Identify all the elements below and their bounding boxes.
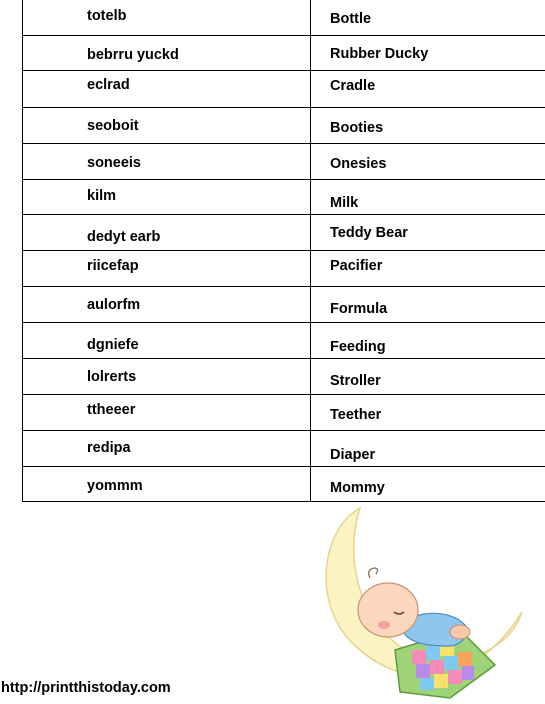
row-divider xyxy=(22,35,545,36)
baby-moon-illustration xyxy=(300,500,545,704)
answer-word: Mommy xyxy=(330,480,385,496)
scrambled-word: kilm xyxy=(87,188,117,204)
answer-word: Feeding xyxy=(330,339,386,355)
answer-word: Diaper xyxy=(330,447,376,463)
answer-word: Stroller xyxy=(330,373,381,389)
row-divider xyxy=(22,322,545,323)
row-divider xyxy=(22,143,545,144)
answer-word: Milk xyxy=(330,195,359,211)
row-divider xyxy=(22,286,545,287)
column-divider xyxy=(310,0,311,502)
scrambled-word: yommm xyxy=(87,478,143,494)
answer-word: Cradle xyxy=(330,78,376,94)
scrambled-word: eclrad xyxy=(87,77,130,93)
answer-word: Rubber Ducky xyxy=(330,46,429,62)
scrambled-word: dedyt earb xyxy=(87,229,161,245)
row-divider xyxy=(22,358,545,359)
scrambled-word: dgniefe xyxy=(87,337,139,353)
answer-word: Formula xyxy=(330,301,388,317)
row-divider xyxy=(22,214,545,215)
word-scramble-table xyxy=(22,0,545,502)
answer-word: Onesies xyxy=(330,156,387,172)
scrambled-word: lolrerts xyxy=(87,369,137,385)
scrambled-word: seoboit xyxy=(87,118,139,134)
scrambled-word: soneeis xyxy=(87,155,141,171)
row-divider xyxy=(22,394,545,395)
scrambled-word: bebrru yuckd xyxy=(87,47,179,63)
answer-word: Teether xyxy=(330,407,382,423)
row-divider xyxy=(22,107,545,108)
scrambled-word: totelb xyxy=(87,8,127,24)
scrambled-word: riicefap xyxy=(87,258,139,274)
scrambled-word: ttheeer xyxy=(87,402,136,418)
row-divider xyxy=(22,250,545,251)
row-divider xyxy=(22,466,545,467)
answer-word: Pacifier xyxy=(330,258,383,274)
answer-word: Teddy Bear xyxy=(330,225,408,241)
sleeping-baby xyxy=(358,568,470,646)
answer-word: Booties xyxy=(330,120,384,136)
row-divider xyxy=(22,430,545,431)
row-divider xyxy=(22,179,545,180)
answer-word: Bottle xyxy=(330,11,372,27)
scrambled-word: aulorfm xyxy=(87,297,141,313)
row-divider xyxy=(22,70,545,71)
scrambled-word: redipa xyxy=(87,440,131,456)
source-url: http://printthistoday.com xyxy=(1,680,171,696)
